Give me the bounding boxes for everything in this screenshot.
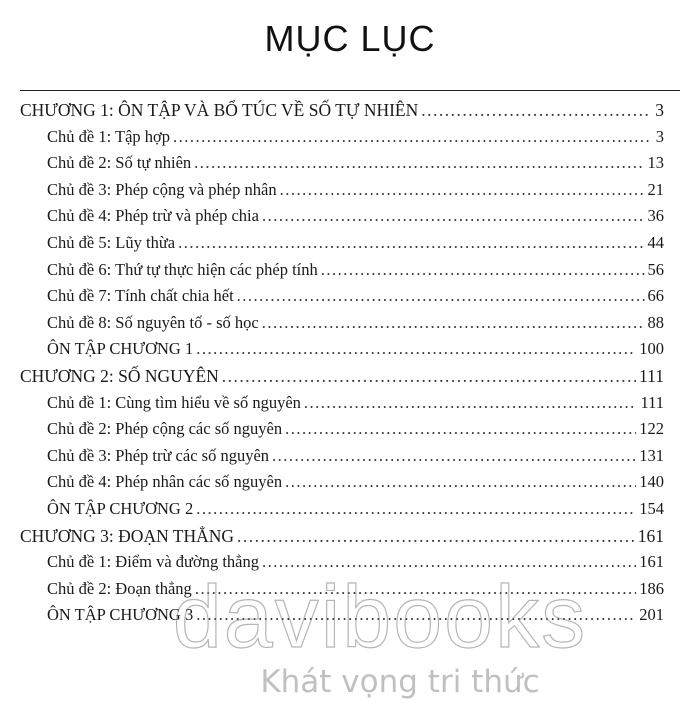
toc-entry-topic — [47, 313, 664, 337]
toc-entry-label: Chủ đề 6: Thứ tự thực hiện các phép tính — [47, 259, 318, 279]
toc-entry-label: Chủ đề 8: Số nguyên tố - số học — [47, 312, 259, 332]
toc-entry-label: Chủ đề 4: Phép nhân các số nguyên — [47, 472, 283, 492]
toc-entry-page-number: 161 — [637, 525, 664, 546]
toc-entry-label: ÔN TẬP CHƯƠNG 1 — [47, 339, 194, 359]
toc-entry-label: Chủ đề 2: Đoạn thẳng — [47, 578, 192, 598]
toc-entry-page-number: 201 — [639, 605, 664, 625]
toc-entry-label: Chủ đề 1: Tập hợp — [47, 126, 170, 146]
dot-leader — [262, 206, 645, 226]
toc-entry-topic — [47, 127, 664, 151]
toc-entry-topic — [47, 206, 664, 230]
toc-entry-topic — [47, 446, 664, 470]
dot-leader — [178, 233, 644, 253]
dot-leader — [196, 605, 636, 625]
dot-leader — [237, 526, 635, 547]
toc-entry-topic — [47, 419, 664, 443]
toc-entry-page-number: 154 — [639, 499, 664, 518]
toc-entry-topic — [47, 579, 664, 603]
toc-entry-page-number: 131 — [639, 445, 664, 465]
dot-leader — [280, 180, 645, 200]
dot-leader — [285, 472, 636, 492]
toc-entry-label: Chủ đề 5: Lũy thừa — [47, 233, 176, 252]
toc-entry-label: Chủ đề 3: Phép trừ các số nguyên — [47, 445, 270, 465]
toc-entry-label: CHƯƠNG 2: SỐ NGUYÊN — [20, 366, 219, 386]
toc-entry-label: ÔN TẬP CHƯƠNG 3 — [47, 605, 194, 625]
toc-entry-label: Chủ đề 7: Tính chất chia hết — [47, 286, 234, 306]
toc-entry-label: Chủ đề 3: Phép cộng và phép nhân — [47, 179, 277, 199]
toc-entry-label: Chủ đề 4: Phép trừ và phép chia — [47, 206, 259, 226]
toc-entry-chapter — [20, 366, 664, 390]
toc-entry-page-number: 56 — [647, 259, 664, 279]
toc-entry-page-number: 44 — [647, 233, 664, 252]
dot-leader — [222, 366, 636, 387]
toc-entry-review — [47, 499, 664, 523]
toc-entry-label: ÔN TẬP CHƯƠNG 2 — [47, 499, 194, 518]
dot-leader — [421, 100, 649, 121]
toc-entry-page-number: 140 — [639, 472, 664, 492]
dot-leader — [196, 499, 636, 519]
toc-entry-topic — [47, 233, 664, 257]
toc-entry-page-number: 111 — [640, 392, 664, 412]
toc-entry-topic — [47, 153, 664, 177]
toc-entry-label: Chủ đề 1: Cùng tìm hiểu về số nguyên — [47, 392, 301, 412]
dot-leader — [194, 153, 644, 173]
toc-entry-page-number: 111 — [639, 366, 664, 386]
dot-leader — [173, 127, 649, 147]
toc-entry-review — [47, 605, 664, 629]
dot-leader — [272, 446, 636, 466]
toc-entry-page-number: 161 — [639, 552, 664, 572]
dot-leader — [195, 579, 636, 599]
dot-leader — [196, 339, 636, 359]
toc-entry-topic — [47, 552, 664, 576]
toc-entry-page-number: 100 — [639, 339, 664, 359]
toc-entry-chapter — [20, 100, 664, 124]
toc-entry-page-number: 88 — [647, 312, 664, 332]
dot-leader — [262, 552, 636, 572]
dot-leader — [285, 419, 636, 439]
dot-leader — [321, 260, 645, 280]
watermark-logo: davibooks — [172, 567, 588, 666]
toc-entry-page-number: 36 — [647, 206, 664, 226]
page-title: MỤC LỤC — [264, 18, 436, 59]
toc-entry-label: CHƯƠNG 3: ĐOẠN THẲNG — [20, 525, 235, 546]
toc-entry-topic — [47, 393, 664, 417]
toc-entry-label: CHƯƠNG 1: ÔN TẬP VÀ BỔ TÚC VỀ SỐ TỰ NHIÊN — [20, 100, 419, 120]
toc-entry-page-number: 3 — [655, 126, 664, 146]
toc-entry-page-number: 3 — [655, 100, 664, 120]
toc-entry-topic — [47, 472, 664, 496]
toc-entry-page-number: 21 — [647, 179, 664, 199]
dot-leader — [237, 286, 645, 306]
toc-entry-label: Chủ đề 1: Điểm và đường thẳng — [47, 552, 259, 572]
toc-entry-label: Chủ đề 2: Phép cộng các số nguyên — [47, 419, 283, 439]
toc-entry-topic — [47, 286, 664, 310]
toc-entry-chapter — [20, 526, 664, 550]
toc-entry-topic — [47, 180, 664, 204]
title-divider — [20, 90, 680, 91]
toc-entry-page-number: 66 — [647, 286, 664, 306]
toc-entry-page-number: 122 — [639, 419, 664, 439]
dot-leader — [262, 313, 645, 333]
toc-entry-page-number: 186 — [639, 578, 664, 598]
toc-entry-label: Chủ đề 2: Số tự nhiên — [47, 153, 192, 173]
watermark-slogan: Khát vọng tri thức — [260, 664, 540, 700]
dot-leader — [304, 393, 638, 413]
toc-entry-page-number: 13 — [647, 153, 664, 173]
toc-entry-topic — [47, 260, 664, 284]
toc-entry-review — [47, 339, 664, 363]
